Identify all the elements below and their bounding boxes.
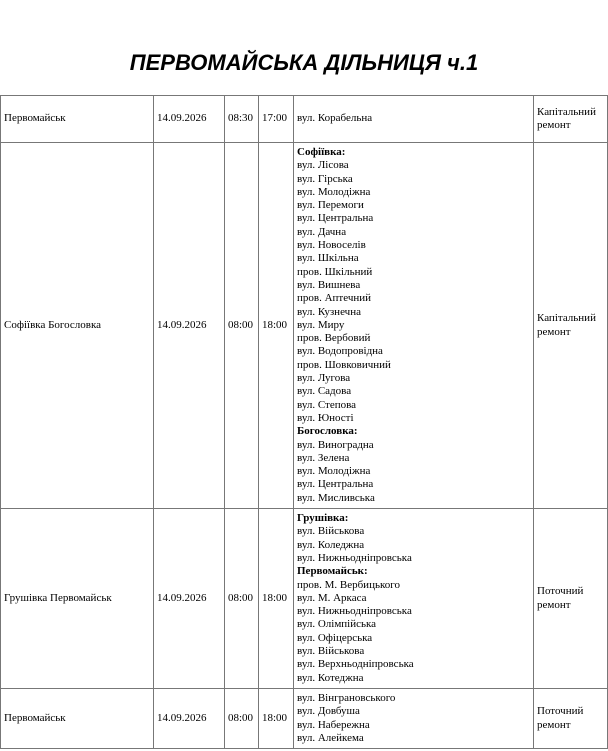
street-item: вул. Набережна [297,718,370,731]
street-item: вул. Центральна [297,478,374,491]
street-item: вул. Виноградна [297,438,374,451]
streets-cell [294,689,534,749]
start-time-cell: 08:00 [225,689,259,749]
street-item: вул. Верхньодніпровська [297,658,414,671]
table-body [1,96,608,749]
street-item: вул. Шкільна [297,252,359,265]
end-time-cell: 18:00 [259,143,294,509]
streets-cell [294,143,534,509]
street-item: вул. Степова [297,398,357,411]
settlement-heading: Богословка: [297,425,358,438]
street-item: вул. Гірська [297,172,353,185]
street-item: вул. Молодіжна [297,185,371,198]
street-item: вул. Миру [297,318,345,331]
start-time-cell: 08:00 [225,143,259,509]
street-item: пров. Вербовий [297,332,371,345]
page-title: ПЕРВОМАЙСЬКА ДІЛЬНИЦЯ ч.1 [129,50,479,75]
outage-schedule-table [0,95,608,749]
street-item: вул. Військова [297,525,365,538]
street-item: вул. Корабельна [297,112,373,125]
work-type-cell: Поточний ремонт [534,689,608,749]
street-item: вул. Дачна [297,225,347,238]
street-item: вул. Молодіжна [297,465,371,478]
date-cell: 14.09.2026 [154,689,225,749]
street-item: вул. Вінграновського [297,692,396,705]
date-cell: 14.09.2026 [154,96,225,143]
street-item: вул. Перемоги [297,199,364,212]
street-item: пров. М. Вербицького [297,578,400,591]
street-item: вул. Водопровідна [297,345,383,358]
table-row [1,96,608,143]
street-item: вул. Довбуша [297,705,360,718]
table-row [1,509,608,689]
date-cell: 14.09.2026 [154,509,225,689]
location-cell: Первомайськ [1,96,154,143]
street-item: вул. Нижньодніпровська [297,551,412,564]
start-time-cell: 08:00 [225,509,259,689]
end-time-cell: 18:00 [259,689,294,749]
street-item: пров. Шовковичний [297,358,391,371]
settlement-heading: Первомайськ: [297,565,368,578]
table-row [1,143,608,509]
street-item: вул. Офіцерська [297,631,373,644]
street-item: вул. Юності [297,411,354,424]
work-type-cell: Капітальний ремонт [534,143,608,509]
street-item: вул. Вишнева [297,278,361,291]
street-item: пров. Шкільний [297,265,373,278]
street-item: вул. Лугова [297,372,351,385]
street-item: вул. Коледжна [297,538,365,551]
work-type-cell: Капітальний ремонт [534,96,608,143]
end-time-cell: 17:00 [259,96,294,143]
street-item: вул. Садова [297,385,352,398]
end-time-cell: 18:00 [259,509,294,689]
streets-cell [294,96,534,143]
street-item: вул. Алейкема [297,731,364,744]
street-item: вул. Нижньодніпровська [297,605,412,618]
work-type-cell: Поточний ремонт [534,509,608,689]
street-item: вул. Олімпійська [297,618,377,631]
street-item: пров. Аптечний [297,292,372,305]
start-time-cell: 08:30 [225,96,259,143]
location-cell: Софіївка Богословка [1,143,154,509]
date-cell: 14.09.2026 [154,143,225,509]
location-cell: Первомайськ [1,689,154,749]
street-item: вул. Котеджна [297,671,364,684]
streets-cell [294,509,534,689]
street-item: вул. Військова [297,644,365,657]
settlement-heading: Софіївка: [297,146,346,158]
street-item: вул. Зелена [297,451,350,464]
street-item: вул. Кузнечна [297,305,361,318]
street-item: вул. Лісова [297,159,349,172]
table-row [1,689,608,749]
street-item: вул. Мисливська [297,491,375,504]
street-item: вул. М. Аркаса [297,591,367,604]
street-item: вул. Центральна [297,212,374,225]
street-item: вул. Новоселів [297,239,366,252]
location-cell: Грушівка Первомайськ [1,509,154,689]
settlement-heading: Грушівка: [297,512,349,525]
